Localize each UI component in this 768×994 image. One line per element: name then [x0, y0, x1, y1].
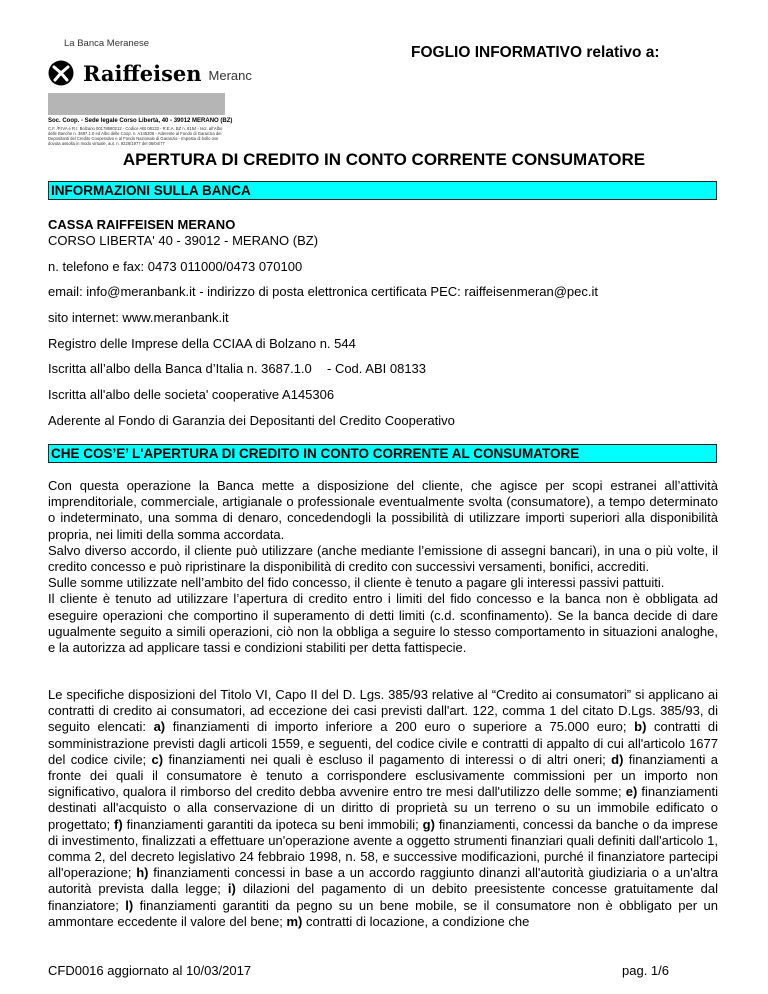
legal-line: Soc. Coop. - Sede legale Corso Libertà, 40 - 39012 MERANO (BZ) — [48, 118, 233, 124]
raiffeisen-gable-cross-icon — [48, 60, 74, 86]
exclusion-item-text: finanziamenti, concessi da banche o da imprese di investimento, finalizzati a effettuare un'operazione avente a oggetto strumenti finanziari quali definiti dall'articolo 1, comma 2, del decreto legislativo 24 febbraio 1998, n. 58, e successive modificazioni, purché il finanziatore partecipi all'operazione; — [48, 816, 718, 881]
exclusion-item-key: b) — [634, 719, 647, 735]
bank-register: Registro delle Imprese della CCIAA di Bolzano n. 544 — [48, 336, 356, 351]
section-heading-bank-info: INFORMAZIONI SULLA BANCA — [48, 181, 717, 200]
paragraph: Salvo diverso accordo, il cliente può utilizzare (anche mediante l’emissione di assegni bancari), in una o più volte, il credito concesso e può ripristinare la disponibilità di credito con successivi versamenti, bonifici, accrediti. — [48, 542, 718, 575]
exclusion-item-text: finanziamenti garantiti da pegno su un bene mobile, se il consumatore non è obbligato per un ammontare eccedente il valore del bene; — [48, 897, 718, 929]
page-title: APERTURA DI CREDITO IN CONTO CORRENTE CONSUMATORE — [122, 150, 646, 169]
exclusions-paragraph — [48, 687, 718, 930]
legal-small-print: C.F. /P.IVA e R.I. Bolzano 00178680212 - Codice ABI 08133 - R.E.A. BZ n. 6154 - Iscr. all'Albo delle Banche n. 3687.1.0 ed Albo delle Coop. n. A145306 - Aderente al Fondo di Garanzia dei Depositanti del Credito Cooperativo e al Fondo Nazionale di Garanzia - Imposta di bollo ove dovuta assolta in modo virtuale, aut. n. 9226/1977 del 06/04/77 — [48, 126, 223, 146]
exclusion-item-key: a) — [153, 719, 166, 735]
bank-name: CASSA RAIFFEISEN MERANO — [48, 217, 236, 232]
bank-albo-coop: Iscritta all'albo delle societa' cooperative A145306 — [48, 387, 335, 402]
bank-abi-code: - Cod. ABI 08133 — [327, 361, 427, 376]
exclusion-item-text: contratti di locazione, a condizione che — [306, 913, 530, 929]
exclusion-list — [48, 719, 718, 928]
bank-tagline: La Banca Meranese — [64, 38, 150, 49]
exclusion-item-key: i) — [227, 881, 236, 897]
exclusion-item-text: finanziamenti a fronte dei quali il consumatore è tenuto a corrispondere esclusivamente commissioni per un importo non significativo, qualora il rimborso del credito debba avvenire entro tre mesi dall'utilizzo delle somme; — [48, 751, 718, 800]
page-number: pag. 1/6 — [622, 963, 669, 978]
paragraph: Sulle somme utilizzate nell’ambito del fido concesso, il cliente è tenuto a pagare gli interessi passivi pattuiti. — [48, 575, 665, 591]
bank-albo: Iscritta all’albo della Banca d’Italia n. 3687.1.0 — [48, 361, 312, 376]
grey-banner — [48, 93, 225, 115]
brand-name: Raiffeisen — [83, 60, 202, 86]
description-block — [48, 478, 718, 656]
exclusion-item-key: g) — [422, 816, 435, 832]
exclusion-item-key: c) — [151, 751, 164, 767]
bank-website: sito internet: www.meranbank.it — [48, 310, 229, 325]
document-code: CFD0016 aggiornato al 10/03/2017 — [48, 963, 252, 978]
exclusion-item-text: contratti di somministrazione previsti dagli articoli 1559, e seguenti, del codice civile e contratti di appalto di cui all'articolo 1677 del codice civile; — [48, 719, 719, 767]
exclusion-item-key: e) — [625, 784, 638, 800]
document-label: FOGLIO INFORMATIVO relativo a: — [411, 44, 660, 61]
exclusion-item-text: finanziamenti concessi in base a un accordo raggiunto dinanzi all'autorità giudiziaria o a un'altra autorità prevista dalla legge; — [48, 865, 718, 897]
exclusion-item-key: h) — [136, 865, 149, 881]
exclusion-item-key: m) — [286, 913, 303, 929]
bank-fondo: Aderente al Fondo di Garanzia dei Depositanti del Credito Cooperativo — [48, 413, 455, 428]
bank-email: email: info@meranbank.it - indirizzo di posta elettronica certificata PEC: raiffeisenmeran@pec.it — [48, 284, 599, 299]
exclusion-item-key: l) — [125, 897, 134, 913]
exclusion-item-text: dilazioni del pagamento di un debito preesistente concesse gratuitamente dal finanziatore; — [48, 881, 718, 913]
exclusion-item-key: d) — [611, 751, 624, 767]
paragraph: Con questa operazione la Banca mette a disposizione del cliente, che agisce per scopi estranei all’attività imprenditoriale, commerciale, artigianale o professionale eventualmente svolta (consumatore), a tempo determinato o indeterminato, una somma di denaro, concedendogli la possibilità di utilizzare importi superiori alla disponibilità propria, nei limiti della somma accordata. — [48, 478, 718, 542]
exclusion-item-text: finanziamenti nei quali è escluso il pagamento di interessi o di altri oneri; — [168, 751, 606, 767]
bank-phone: n. telefono e fax: 0473 011000/0473 070100 — [48, 259, 303, 274]
exclusion-item-key: f) — [114, 816, 123, 832]
exclusion-item-text: finanziamenti destinati all'acquisto o alla conservazione di un diritto di proprietà su un terreno o su un immobile edificato o progettato; — [48, 784, 718, 832]
bank-address: CORSO LIBERTA' 40 - 39012 - MERANO (BZ) — [48, 233, 319, 248]
brand-row — [48, 58, 252, 88]
section-heading-what-is: CHE COS’E’ L'APERTURA DI CREDITO IN CONTO CORRENTE AL CONSUMATORE — [48, 444, 717, 463]
exclusions-intro: Le specifiche disposizioni del Titolo VI, Capo II del D. Lgs. 385/93 relative al “Credito ai consumatori” si applicano ai contratti di credito ai consumatori, ad eccezione dei casi previsti dall'art. 122, comma 1 del citato D.Lgs. 385/93, di seguito elencati: — [48, 687, 718, 735]
exclusion-item-text: finanziamenti di importo inferiore a 200 euro o superiore a 75.000 euro; — [172, 719, 627, 735]
paragraph: Il cliente è tenuto ad utilizzare l’apertura di credito entro i limiti del fido concesso e la banca non è obbligata ad eseguire operazioni che comportino il superamento di detti limiti (c.d. sconfinamento). Se la banca decide di dare ugualmente seguito a simili operazioni, ciò non la obbliga a seguire lo stesso comportamento in situazioni analoghe, e la autorizza ad applicare tassi e condizioni stabiliti per detta fattispecie. — [48, 591, 718, 656]
exclusion-item-text: finanziamenti garantiti da ipoteca su beni immobili; — [126, 816, 419, 832]
brand-city: Meranc — [208, 67, 252, 83]
